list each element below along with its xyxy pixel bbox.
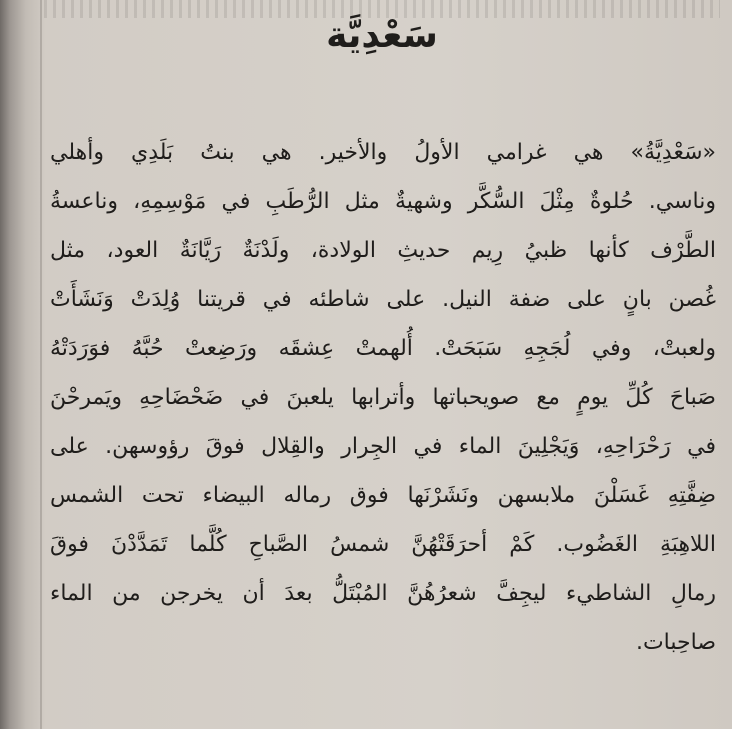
text-line: صَباحَ كُلِّ يومٍ مع صويحباتها وأترابها يلعبنَ في ضَحْضَاحِهِ ويَمرحْنَ xyxy=(50,385,716,410)
text-line: رمالِ الشاطيء ليجِفَّ شعرُهُنَّ المُبْتَلُّ بعدَ أن يخرجن من الماء xyxy=(50,581,716,606)
text-line: ضِفَّتِهِ غَسَلْنَ ملابسهن ونَشَرْنَها فوق رماله البيضاء تحت الشمس xyxy=(50,483,716,508)
text-line: الطَّرْف كأنها ظبيُ رِيم حديثِ الولادة، ولَدْنَةٌ رَيَّانَةٌ العود، مثل xyxy=(50,238,716,263)
text-line: صاحِبات. xyxy=(635,630,716,655)
page-edge xyxy=(40,0,42,729)
text-line: في رَحْرَاحِهِ، وَيَجْلِينَ الماء في الجِرار والقِلال فوقَ رؤوسهن. على xyxy=(50,434,716,459)
text-line: غُصن بانٍ على ضفة النيل. على شاطئه في قريتنا وُلِدَتْ وَنَشَأَتْ xyxy=(50,287,716,312)
text-line: وناسي. حُلوةٌ مِثْلَ السُّكَّر وشهيةٌ مثل الرُّطَبِ في مَوْسِمِهِ، وناعسةُ xyxy=(50,189,716,214)
body-text xyxy=(50,128,716,667)
page-title: سَعْدِيَّة xyxy=(326,15,438,56)
text-line: «سَعْدِيَّةُ» هي غرامي الأولُ والأخير. هي بنتُ بَلَدِي وأهلي xyxy=(50,140,716,165)
text-line: ولعبتْ، وفي لُجَجِهِ سَبَحَتْ. أُلهمتْ عِشقَه ورَضِعتْ حُبَّهُ فوَرَدَتْهُ xyxy=(50,336,716,361)
book-page xyxy=(44,0,720,729)
text-line: اللاهِبَةِ الغَضُوب. كَمْ أحرَقَتْهُنَّ شمسُ الصَّباحِ كُلَّما تَمَدَّدْنَ فوقَ xyxy=(50,532,716,557)
